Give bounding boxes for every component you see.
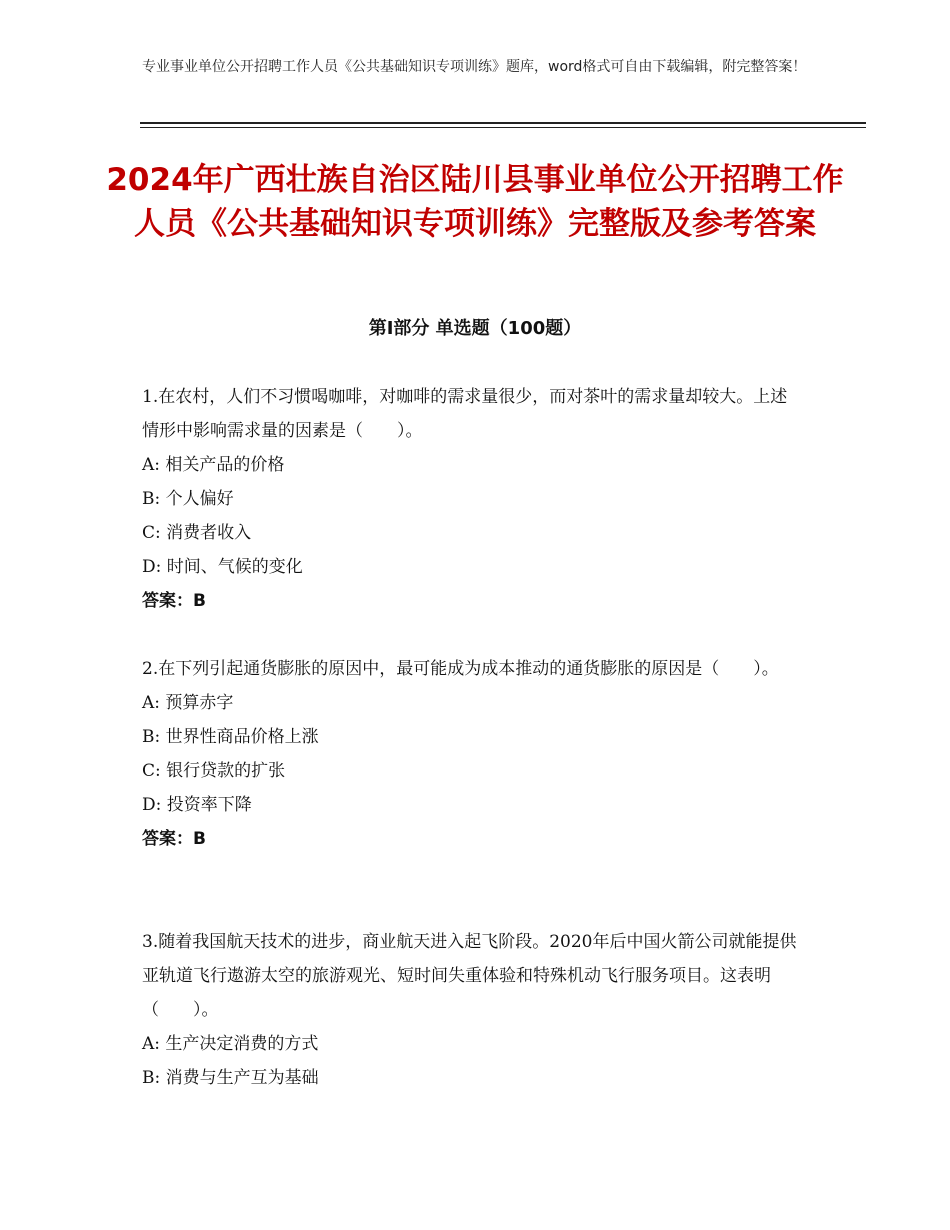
option-d: D: 时间、气候的变化 [142,557,303,577]
header-note: 专业事业单位公开招聘工作人员《公共基础知识专项训练》题库，word格式可自由下载编辑，附完整答案！ [142,59,807,75]
document-title: 2024年广西壮族自治区陆川县事业单位公开招聘工作人员《公共基础知识专项训练》完整版及参考答案 [106,162,844,242]
question-stem: 3.随着我国航天技术的进步，商业航天进入起飞阶段。2020年后中国火箭公司就能提供亚轨道飞行遨游太空的旅游观光、短时间失重体验和特殊机动飞行服务项目。这表明（ ）。 [142,932,797,1020]
header-rule-thin [140,127,866,128]
option-a: A: 生产决定消费的方式 [142,1034,319,1054]
header-rule-thick [140,122,866,124]
option-b: B: 个人偏好 [142,489,234,509]
section-title: 第Ⅰ部分 单选题（100题） [368,318,582,339]
question-stem: 2.在下列引起通货膨胀的原因中，最可能成为成本推动的通货膨胀的原因是（ ）。 [142,659,779,679]
option-b: B: 消费与生产互为基础 [142,1068,319,1088]
question-2 [142,652,802,856]
option-a: A: 预算赤字 [142,693,234,713]
option-a: A: 相关产品的价格 [142,455,285,475]
question-stem: 1.在农村，人们不习惯喝咖啡，对咖啡的需求量很少，而对茶叶的需求量却较大。上述情形中影响需求量的因素是（ ）。 [142,387,788,441]
answer: 答案：B [142,591,206,611]
option-b: B: 世界性商品价格上涨 [142,727,319,747]
option-c: C: 银行贷款的扩张 [142,761,286,781]
question-1 [142,380,802,618]
answer: 答案：B [142,829,206,849]
option-d: D: 投资率下降 [142,795,252,815]
option-c: C: 消费者收入 [142,523,252,543]
question-3 [142,925,802,1095]
